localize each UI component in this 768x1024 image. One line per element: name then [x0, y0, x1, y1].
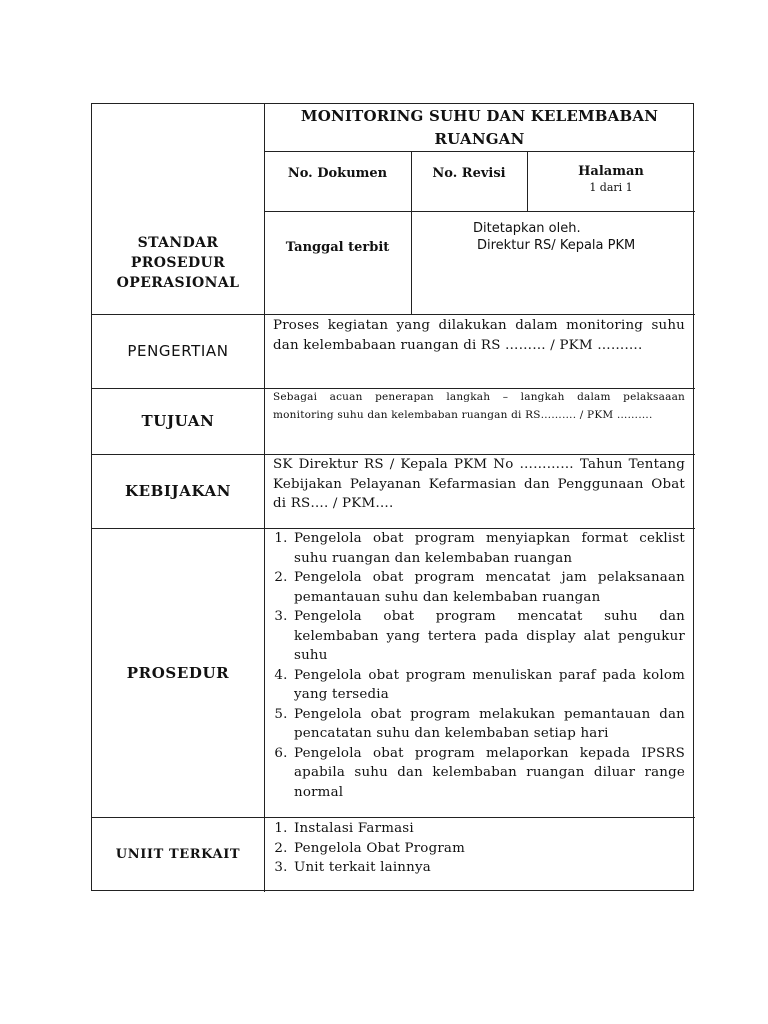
pengertian-text: Proses kegiatan yang dilakukan dalam monitoring suhu dan kelembabaan ruangan di RS ……… / PKM ………. — [273, 318, 685, 353]
prosedur-item: 4. Pengelola obat program menuliskan paraf pada kolom yang tersedia — [292, 666, 685, 705]
tujuan-text: Sebagai acuan penerapan langkah – langkah dalam pelaksaaan monitoring suhu dan kelembaban ruangan di RS………. / PKM ………. — [273, 391, 685, 421]
prosedur-item: 1. Pengelola obat program menyiapkan format ceklist suhu ruangan dan kelembaban ruangan — [292, 529, 685, 568]
prosedur-list-wrapper — [270, 529, 685, 802]
unit-terkait-list — [270, 819, 685, 878]
ditetapkan-cell — [411, 220, 695, 254]
prosedur-item: 2. Pengelola obat program mencatat jam pelaksanaan pemantauan suhu dan kelembaban ruangan — [292, 568, 685, 607]
kebijakan-label: KEBIJAKAN — [124, 482, 232, 500]
unit-terkait-item: 1. Instalasi Farmasi — [292, 819, 685, 839]
no-revisi-label: No. Revisi — [432, 166, 506, 181]
document-title: MONITORING SUHU DAN KELEMBABAN RUANGAN — [300, 106, 659, 148]
prosedur-item: 3. Pengelola obat program mencatat suhu dan kelembaban yang tertera pada display alat pengukur suhu — [292, 607, 685, 666]
halaman-cell — [527, 164, 695, 194]
ditetapkan-oleh: Ditetapkan oleh. — [473, 221, 581, 236]
unit-terkait-item: 2. Pengelola Obat Program — [292, 839, 685, 859]
prosedur-item: 6. Pengelola obat program melaporkan kepada IPSRS apabila suhu dan kelembaban ruangan diluar range normal — [292, 744, 685, 803]
unit-terkait-list-wrapper — [270, 819, 685, 878]
unit-terkait-item: 3. Unit terkait lainnya — [292, 858, 685, 878]
prosedur-item: 5. Pengelola obat program melakukan pemantauan dan pencatatan suhu dan kelembaban setiap hari — [292, 705, 685, 744]
halaman-value: 1 dari 1 — [589, 181, 633, 194]
kebijakan-text: SK Direktur RS / Kepala PKM No ………… Tahun Tentang Kebijakan Pelayanan Kefarmasian dan Penggunaan Obat di RS…. / PKM…. — [273, 457, 685, 511]
tujuan-label: TUJUAN — [141, 412, 215, 430]
no-dokumen-label: No. Dokumen — [287, 166, 388, 181]
halaman-label: Halaman — [578, 164, 644, 179]
pengertian-label: PENGERTIAN — [127, 342, 229, 360]
direktur-kepala: Direktur RS/ Kepala PKM — [477, 238, 636, 253]
sop-label: STANDAR PROSEDUR OPERASIONAL — [116, 234, 240, 291]
prosedur-label: PROSEDUR — [126, 663, 230, 682]
unit-terkait-label: UNIIT TERKAIT — [115, 847, 241, 862]
tanggal-terbit-label: Tanggal terbit — [285, 239, 390, 255]
prosedur-list — [270, 529, 685, 802]
sop-document — [91, 103, 694, 891]
